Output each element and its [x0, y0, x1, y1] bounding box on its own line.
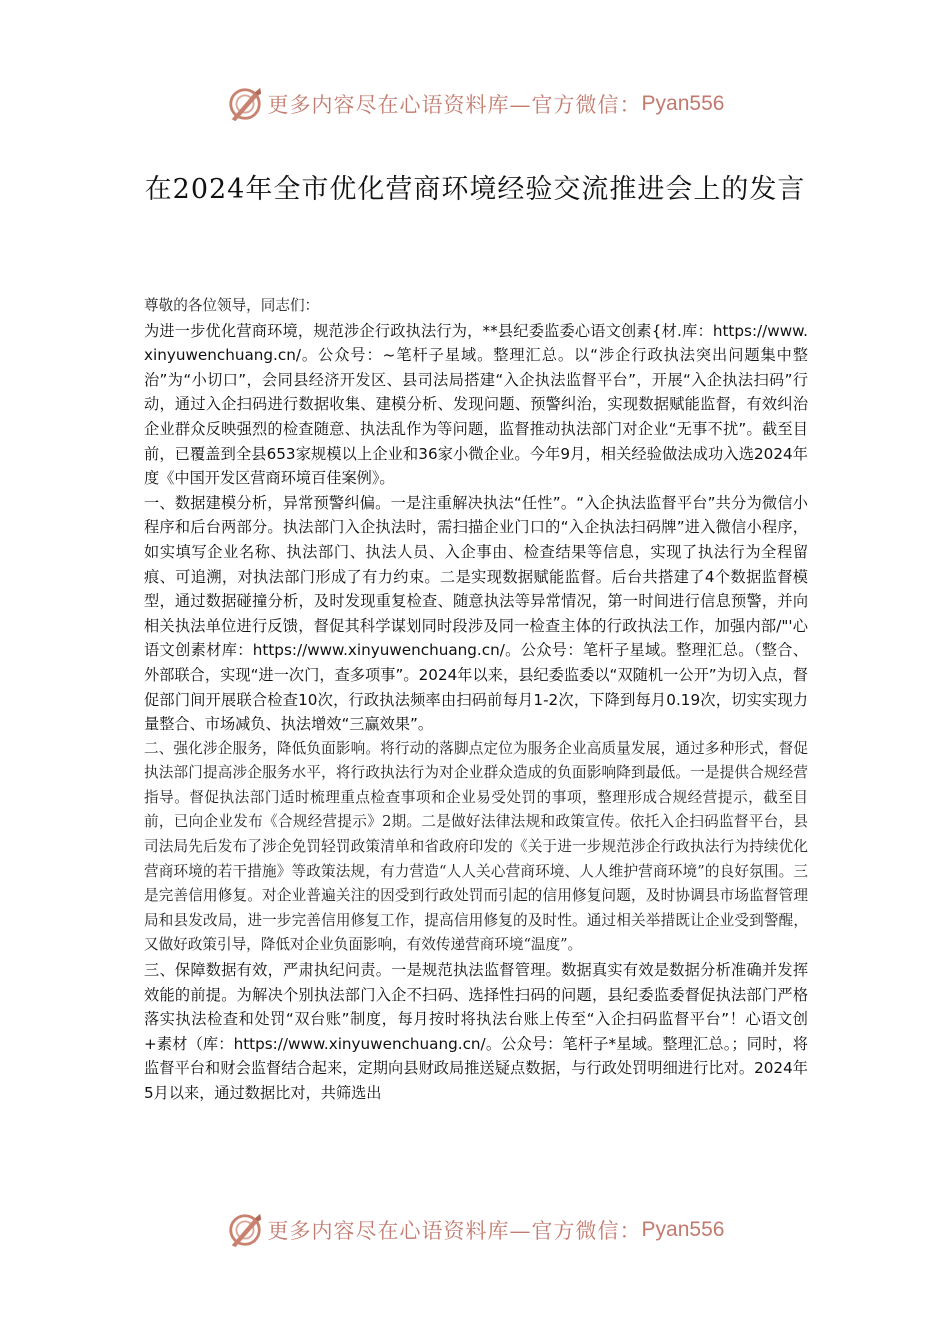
- document-title: 在2024年全市优化营商环境经验交流推进会上的发言: [144, 174, 806, 206]
- document-body: [144, 294, 808, 1106]
- pen-logo-icon: [226, 85, 264, 123]
- paragraph-section-2: 二、强化涉企服务，降低负面影响。将行动的落脚点定位为服务企业高质量发展，通过多种形式，督促执法部门提高涉企服务水平，将行政执法行为对企业群众造成的负面影响降到最低。一是提供合规经营指导。督促执法部门适时梳理重点检查事项和企业易受处罚的事项，整理形成合规经营提示，截至目前，已向企业发布《合规经营提示》2期。二是做好法律法规和政策宣传。依托入企扫码监督平台，县司法局先后发布了涉企免罚轻罚政策清单和省政府印发的《关于进一步规范涉企行政执法行为持续优化营商环境的若干措施》等政策法规，有力营造“人人关心营商环境、人人维护营商环境”的良好氛围。三是完善信用修复。对企业普遍关注的因受到行政处罚而引起的信用修复问题，及时协调县市场监督管理局和县发改局，进一步完善信用修复工作，提高信用修复的及时性。通过相关举措既让企业受到警醒，又做好政策引导，降低对企业负面影响，有效传递营商环境“温度”。: [144, 739, 808, 954]
- watermark-text: 更多内容尽在心语资料库—官方微信：: [267, 1219, 642, 1243]
- watermark-text: 更多内容尽在心语资料库—官方微信：: [267, 93, 642, 117]
- watermark-banner-bottom: [0, 1208, 950, 1252]
- paragraph-intro: 为进一步优化营商环境，规范涉企行政执法行为，**县纪委监委心语文创素{材.库：https://www.xinyuwenchuang.cn/。公众号：~笔杆子星域。整理汇总。以“涉企行政执法突出问题集中整治”为“小切口”，会同县经济开发区、县司法局搭建“入企执法监督平台”，开展“入企执法扫码”行动，通过入企扫码进行数据收集、建模分析、发现问题、预警纠治，实现数据赋能监督，有效纠治企业群众反映强烈的检查随意、执法乱作为等问题，监督推动执法部门对企业“无事不扰”。截至目前，已覆盖到全县653家规模以上企业和36家小微企业。今年9月，相关经验做法成功入选2024年度《中国开发区营商环境百佳案例》。: [144, 321, 808, 488]
- watermark-banner-top: [0, 82, 950, 126]
- paragraph-section-3: 三、保障数据有效，严肃执纪问责。一是规范执法监督管理。数据真实有效是数据分析准确并发挥效能的前提。为解决个别执法部门入企不扫码、选择性扫码的问题，县纪委监委督促执法部门严格落实执法检查和处罚“双台账”制度，每月按时将执法台账上传至“入企扫码监督平台”！心语文创+素材（库：https://www.xinyuwenchuang.cn/。公众号：笔杆子*星域。整理汇总。；同时，将监督平台和财会监督结合起来，定期向县财政局推送疑点数据，与行政处罚明细进行比对。2024年5月以来，通过数据比对，共筛选出: [144, 961, 808, 1102]
- pen-logo-icon: [226, 1211, 264, 1249]
- watermark-wechat-id: Pyan556: [641, 1218, 725, 1241]
- paragraph-section-1: 一、数据建模分析，异常预警纠偏。一是注重解决执法“任性”。“入企执法监督平台”共分为微信小程序和后台两部分。执法部门入企执法时，需扫描企业门口的“入企执法扫码牌”进入微信小程序，如实填写企业名称、执法部门、执法人员、入企事由、检查结果等信息，实现了执法行为全程留痕、可追溯，对执法部门形成了有力约束。二是实现数据赋能监督。后台共搭建了4个数据监督模型，通过数据碰撞分析，及时发现重复检查、随意执法等异常情况，第一时间进行信息预警，并向相关执法单位进行反馈，督促其科学谋划同时段涉及同一检查主体的行政执法工作，加强内部/"'心语文创素材库：https://www.xinyuwenchuang.cn/。公众号：笔杆子星域。整理汇总。（整合、外部联合，实现“进一次门，查多项事”。2024年以来，县纪委监委以“双随机一公开”为切入点，督促部门间开展联合检查10次，行政执法频率由扫码前每月1-2次，下降到每月0.19次，切实实现力量整合、市场减负、执法增效“三赢效果”。: [144, 493, 808, 734]
- watermark-wechat-id: Pyan556: [641, 92, 725, 115]
- salutation: 尊敬的各位领导，同志们：: [144, 297, 320, 314]
